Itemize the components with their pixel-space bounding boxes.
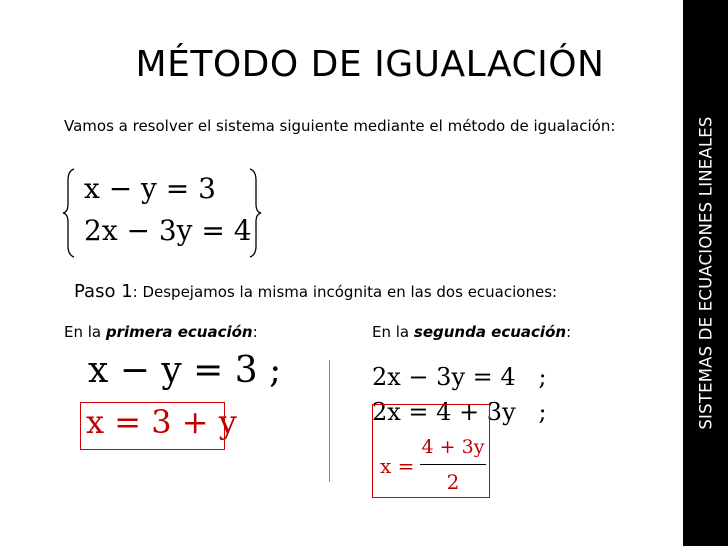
right-label-suffix: : [566,323,572,341]
equation-system [62,168,262,258]
sidebar-banner [683,0,728,546]
left-equation: x − y = 3 ; [88,350,282,391]
step-label: Paso 1 [74,281,133,302]
right-equation-2: 2x = 4 + 3y ; [372,398,547,426]
right-equation-1: 2x − 3y = 4 ; [372,363,547,391]
fraction-bar [420,464,486,465]
left-label-emphasis: primera ecuación [105,323,253,341]
slide-title: MÉTODO DE IGUALACIÓN [135,44,605,85]
right-column-label [372,323,571,341]
system-equation-2: 2x − 3y = 4 [84,214,252,247]
column-divider [329,360,330,482]
right-result-denominator: 2 [446,470,460,494]
right-brace-icon [248,168,262,258]
right-label-emphasis: segunda ecuación [413,323,567,341]
right-result-lhs: x = [380,454,415,478]
left-column-label [64,323,258,341]
left-result: x = 3 + y [86,403,237,441]
left-brace-icon [62,168,76,258]
step-text: : Despejamos la misma incógnita en las dos ecuaciones: [132,283,558,301]
intro-text: Vamos a resolver el sistema siguiente mediante el método de igualación: [64,117,616,135]
step-instruction [74,281,557,302]
sidebar-text: SISTEMAS DE ECUACIONES LINEALES [696,116,715,430]
system-equation-1: x − y = 3 [84,172,216,205]
left-label-prefix: En la [64,323,106,341]
right-result-numerator: 4 + 3y [421,436,485,458]
right-label-prefix: En la [372,323,414,341]
left-label-suffix: : [252,323,258,341]
